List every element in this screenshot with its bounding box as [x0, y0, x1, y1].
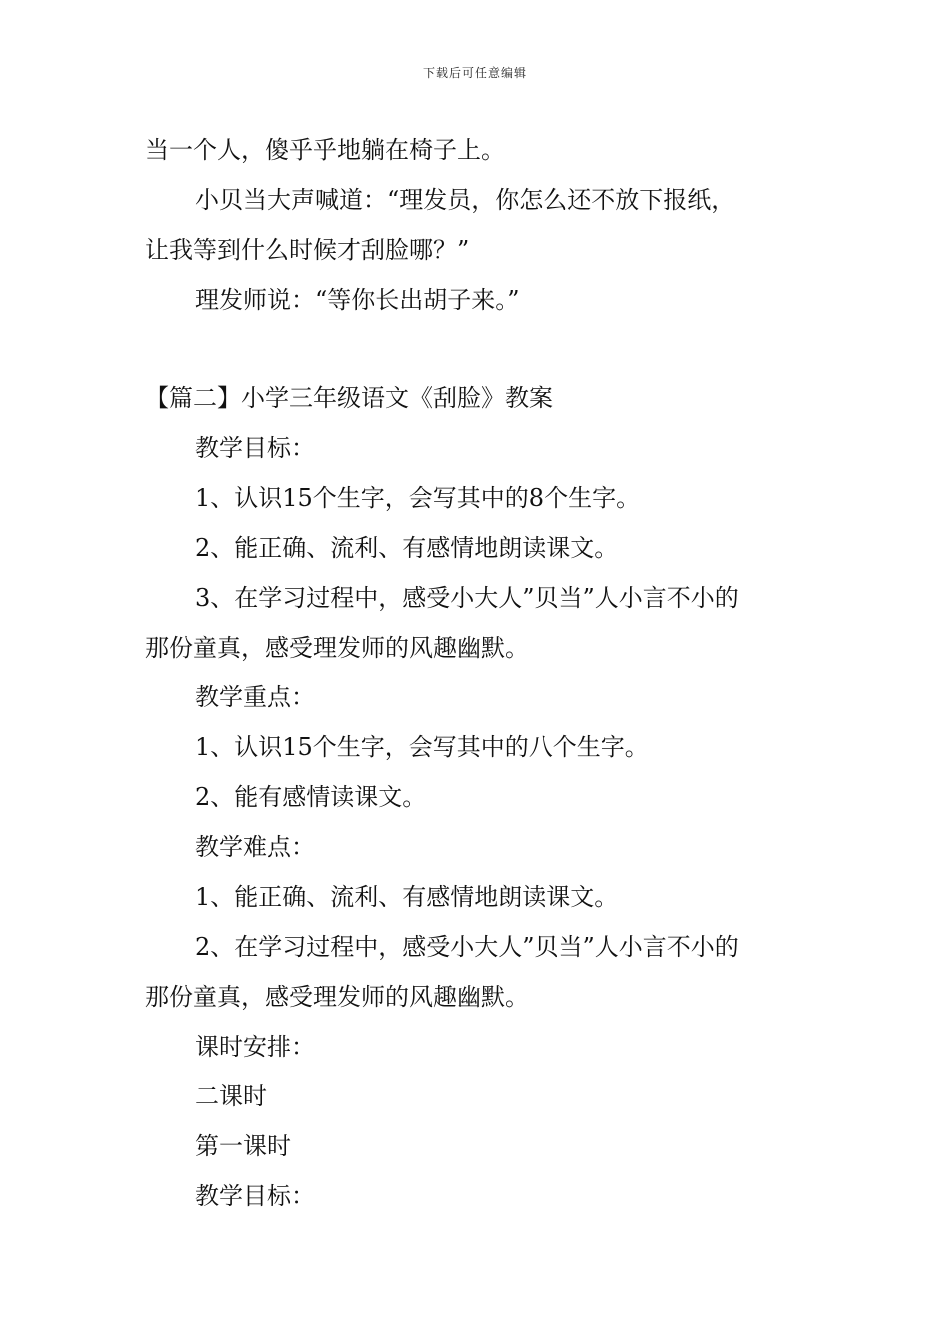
list-item: 1、能正确、流利、有感情地朗读课文。 [195, 883, 619, 911]
subheading: 教学重点： [195, 683, 315, 711]
text-line: 理发师说：“等你长出胡子来。” [195, 286, 520, 314]
list-item: 1、认识15个生字，会写其中的八个生字。 [195, 733, 649, 761]
subheading: 教学目标： [195, 1182, 315, 1210]
text-line: 当一个人，傻乎乎地躺在椅子上。 [145, 136, 505, 164]
page-header-note: 下载后可任意编辑 [422, 66, 527, 80]
list-item: 3、在学习过程中，感受小大人”贝当”人小言不小的 [195, 584, 739, 612]
text-line: 第一课时 [195, 1132, 291, 1160]
subheading: 教学难点： [195, 833, 315, 861]
subheading: 课时安排： [195, 1033, 315, 1061]
list-item: 2、能正确、流利、有感情地朗读课文。 [195, 534, 619, 562]
text-line: 那份童真，感受理发师的风趣幽默。 [145, 983, 529, 1011]
list-item: 2、能有感情读课文。 [195, 783, 427, 811]
list-item: 1、认识15个生字，会写其中的8个生字。 [195, 484, 641, 512]
subheading: 教学目标： [195, 434, 315, 462]
text-line: 让我等到什么时候才刮脸哪？” [145, 236, 470, 264]
text-line: 小贝当大声喊道：“理发员，你怎么还不放下报纸， [195, 186, 736, 214]
list-item: 2、在学习过程中，感受小大人”贝当”人小言不小的 [195, 933, 739, 961]
text-line: 那份童真，感受理发师的风趣幽默。 [145, 634, 529, 662]
section-heading: 【篇二】小学三年级语文《刮脸》教案 [145, 384, 553, 412]
text-line: 二课时 [195, 1082, 267, 1110]
